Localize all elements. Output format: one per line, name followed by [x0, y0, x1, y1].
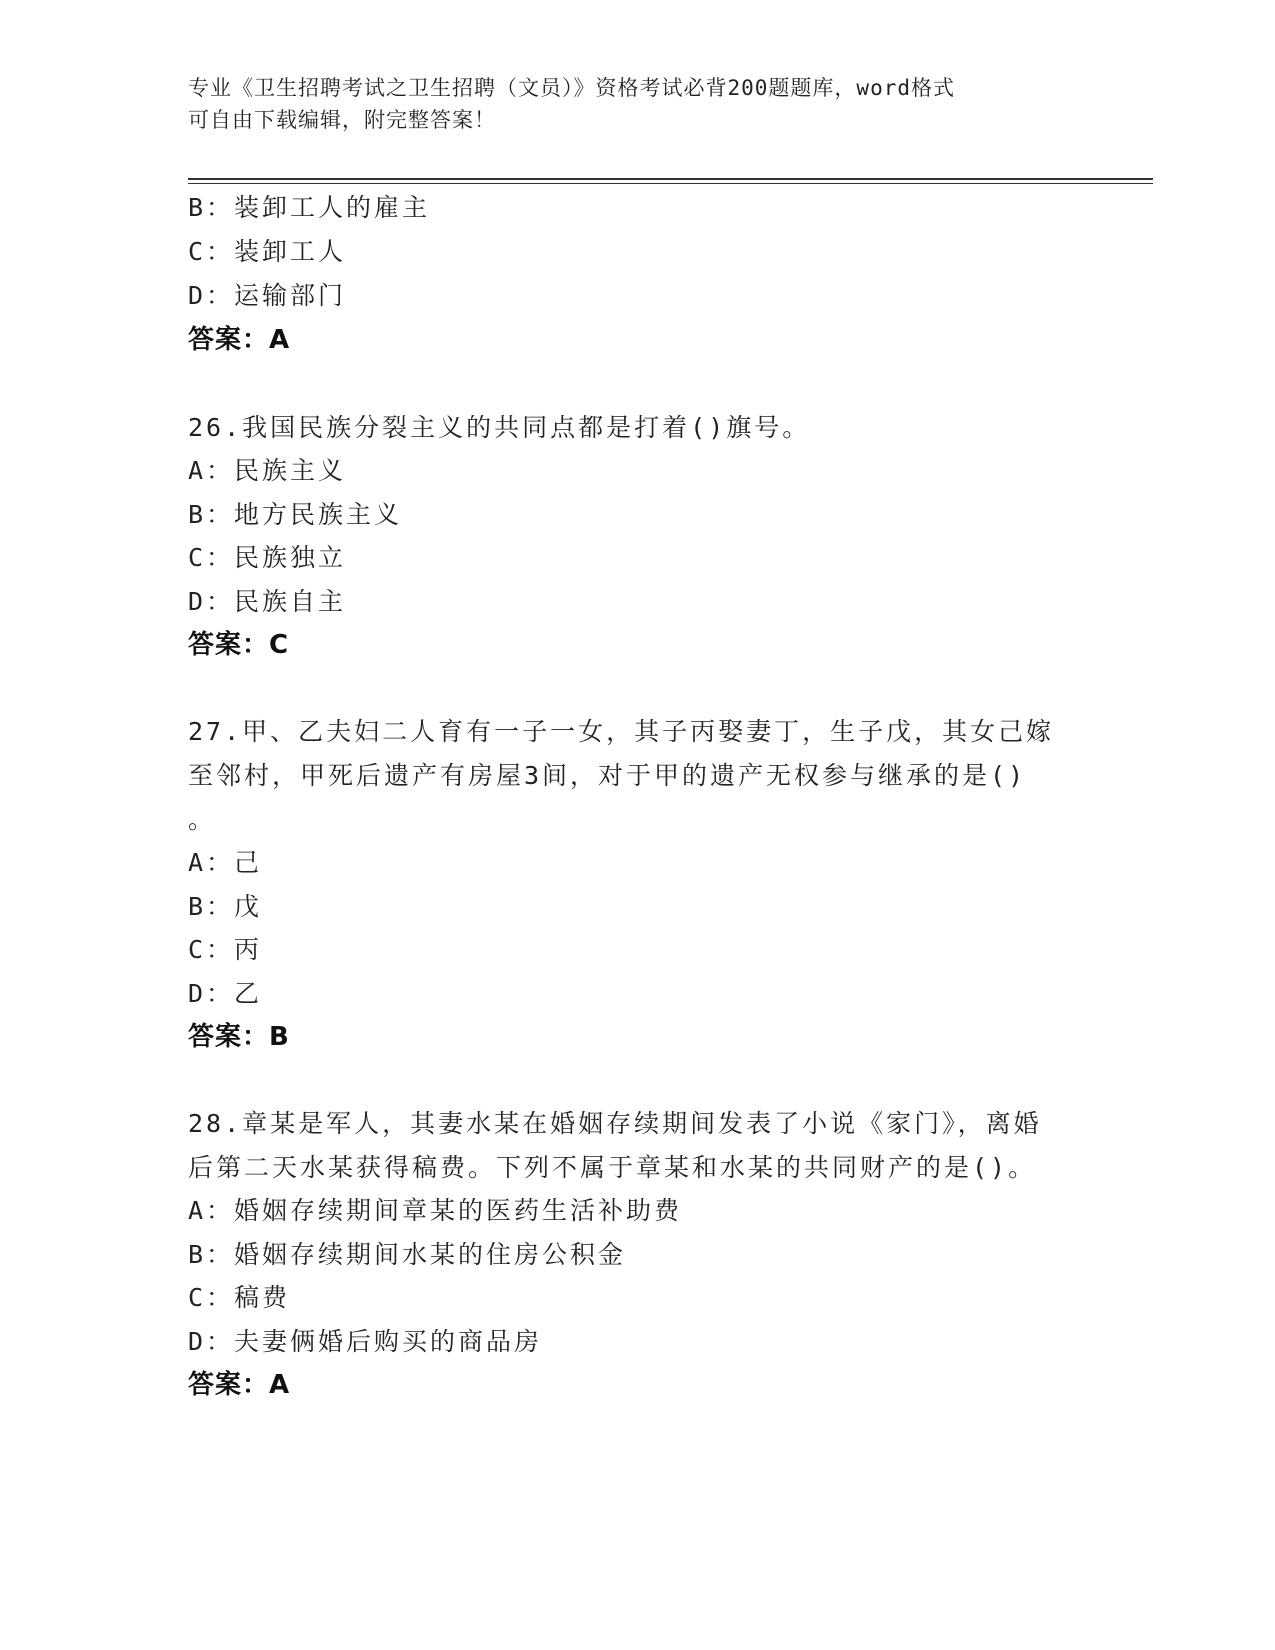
q27-stem-line-3: 。: [188, 805, 217, 834]
header-divider-thin: [188, 183, 1153, 184]
q25-option-c: C：装卸工人: [188, 237, 347, 266]
q25-option-b: B：装卸工人的雇主: [188, 193, 431, 222]
q27-option-b: B：戊: [188, 892, 263, 921]
q28-stem-line-1: 28.章某是军人，其妻水某在婚姻存续期间发表了小说《家门》，离婚: [188, 1109, 1042, 1138]
q25-option-d: D：运输部门: [188, 281, 347, 310]
q26-stem: 26.我国民族分裂主义的共同点都是打着()旗号。: [188, 413, 811, 442]
q28-option-c: C：稿费: [188, 1283, 291, 1312]
q27-stem-line-2: 至邻村，甲死后遗产有房屋3间，对于甲的遗产无权参与继承的是(): [188, 761, 1027, 790]
q25-answer: 答案：A: [188, 325, 291, 355]
q27-answer: 答案：B: [188, 1022, 290, 1052]
q28-answer: 答案：A: [188, 1370, 291, 1400]
q26-option-b: B：地方民族主义: [188, 500, 403, 529]
header-line-2: 可自由下载编辑，附完整答案！: [188, 108, 496, 132]
q26-answer: 答案：C: [188, 630, 290, 660]
document-header: [188, 72, 1068, 136]
header-divider-thick: [188, 178, 1153, 180]
q28-option-d: D：夫妻俩婚后购买的商品房: [188, 1327, 543, 1356]
q27-stem-line-1: 27.甲、乙夫妇二人育有一子一女，其子丙娶妻丁，生子戊，其女己嫁: [188, 717, 1055, 746]
q28-stem-line-2: 后第二天水某获得稿费。下列不属于章某和水某的共同财产的是()。: [188, 1153, 1037, 1182]
q28-option-b: B：婚姻存续期间水某的住房公积金: [188, 1240, 627, 1269]
q26-option-c: C：民族独立: [188, 543, 347, 572]
q26-option-d: D：民族自主: [188, 587, 347, 616]
q27-option-d: D：乙: [188, 979, 263, 1008]
q27-option-a: A：己: [188, 848, 263, 877]
q26-option-a: A：民族主义: [188, 456, 347, 485]
q28-option-a: A：婚姻存续期间章某的医药生活补助费: [188, 1196, 683, 1225]
header-line-1: 专业《卫生招聘考试之卫生招聘（文员）》资格考试必背200题题库，word格式: [188, 76, 955, 100]
q27-option-c: C：丙: [188, 935, 263, 964]
